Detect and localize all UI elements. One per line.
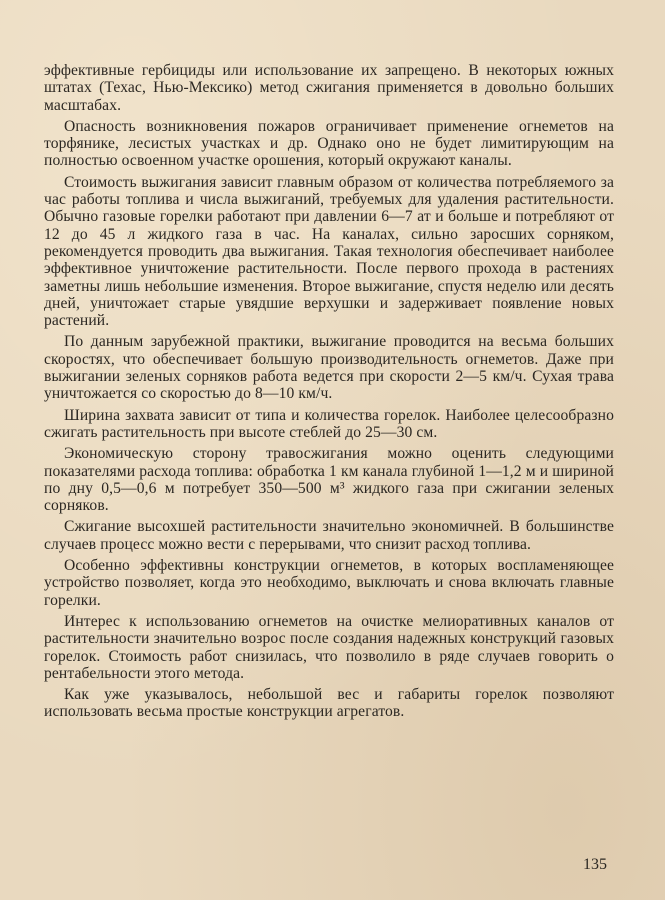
page-number: 135: [583, 856, 607, 873]
paragraph-9: Интерес к использованию огнеметов на очистке мелиоративных каналов от растительности значительно возрос после создания надежных конструкций газовых горелок. Стоимость работ снизилась, что позволило в ряде случаев говорить о рентабельности этого метода.: [44, 612, 614, 682]
paragraph-2: Опасность возникновения пожаров ограничивает применение огнеметов на торфянике, лесистых участках и др. Однако оно не будет лимитирующим на полностью освоенном участке орошения, который окружают каналы.: [44, 117, 614, 170]
paragraph-1: эффективные гербициды или использование их запрещено. В некоторых южных штатах (Техас, Нью-Мексико) метод сжигания применяется в довольно больших масштабах.: [44, 62, 614, 114]
paragraph-5: Ширина захвата зависит от типа и количества горелок. Наиболее целесообразно сжигать растительность при высоте стеблей до 25—30 см.: [44, 406, 614, 441]
paragraph-3: Стоимость выжигания зависит главным образом от количества потребляемого за час работы топлива и числа выжиганий, требуемых для удаления растительности. Обычно газовые горелки работают при давлении 6—7 ат и больше и потребляют от 12 до 45 л жидкого газа в час. На каналах, сильно заросших сорняком, рекомендуется проводить два выжигания. Такая технология обеспечивает наиболее эффективное уничтожение растительности. После первого прохода в растениях заметны лишь небольшие изменения. Второе выжигание, спустя неделю или десять дней, уничтожает старые увядшие верхушки и задерживает появление новых растений.: [44, 173, 614, 330]
paragraph-6: Экономическую сторону травосжигания можно оценить следующими показателями расхода топлива: обработка 1 км канала глубиной 1—1,2 м и шириной по дну 0,5—0,6 м потребует 350—500 м³ жидкого газа при сжигании зеленых сорняков.: [44, 445, 614, 515]
paragraph-8: Особенно эффективны конструкции огнеметов, в которых воспламеняющее устройство позволяет, когда это необходимо, выключать и снова включать главные горелки.: [44, 557, 614, 609]
paragraph-4: По данным зарубежной практики, выжигание проводится на весьма больших скоростях, что обеспечивает большую производительность огнеметов. Даже при выжигании зеленых сорняков работа ведется при скорости 2—5 км/ч. Сухая трава уничтожается со скоростью до 8—10 км/ч.: [44, 333, 614, 403]
paragraph-7: Сжигание высохшей растительности значительно экономичней. В большинстве случаев процесс можно вести с перерывами, что снизит расход топлива.: [44, 518, 614, 553]
page-body: [44, 62, 614, 725]
paragraph-10: Как уже указывалось, небольшой вес и габариты горелок позволяют использовать весьма простые конструкции агрегатов.: [44, 686, 614, 721]
